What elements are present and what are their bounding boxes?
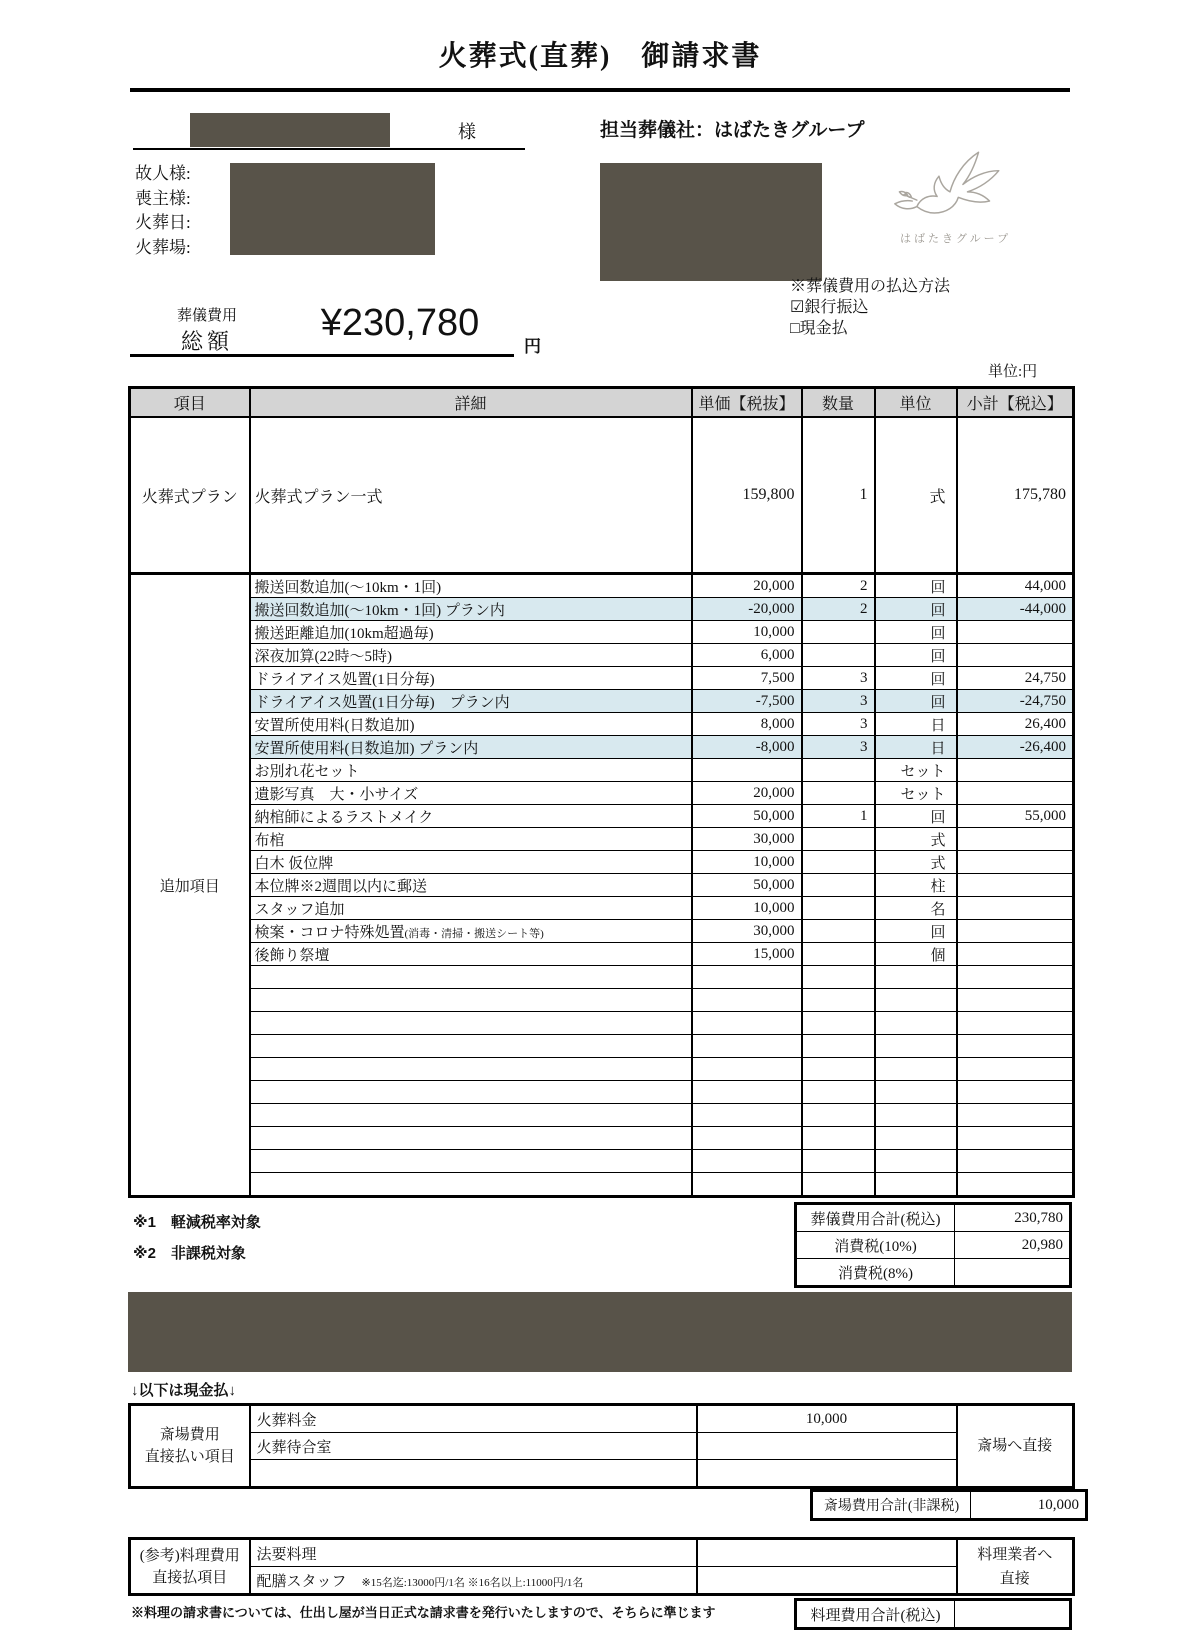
catering-fees-table: [128, 1537, 1075, 1596]
grand-total-label: 葬儀費用 総額: [176, 308, 237, 354]
redacted-client-info: [230, 163, 435, 255]
payment-methods: [790, 276, 950, 339]
label-deceased: 故人様:: [135, 164, 191, 183]
table-row: 安置所使用料(日数追加) プラン内 -8,000 3 日 -26,400: [130, 736, 1074, 759]
table-row: 深夜加算(22時～5時) 6,000 回: [130, 644, 1074, 667]
col-detail: 詳細: [250, 388, 692, 418]
col-category: 項目: [130, 388, 250, 418]
table-row-empty: [130, 1127, 1074, 1150]
catering-row: (参考)料理費用 直接払項目 法要料理 料理業者へ 直接: [130, 1539, 1074, 1567]
client-name-underline: [133, 148, 525, 150]
venue-row: 斎場費用 直接払い項目 火葬料金 10,000 斎場へ直接: [130, 1405, 1074, 1433]
col-unit: 単位: [875, 388, 957, 418]
table-row: お別れ花セット セット: [130, 759, 1074, 782]
addon-category-cell: 追加項目: [130, 574, 250, 1197]
table-row-empty: [130, 1150, 1074, 1173]
items-table-header: [130, 388, 1074, 418]
table-row: 追加項目 搬送回数追加(～10km・1回) 20,000 2 回 44,000: [130, 574, 1074, 598]
funeral-totals-box: [794, 1202, 1072, 1288]
total-row: 斎場費用合計(非課税) 10,000: [812, 1491, 1087, 1520]
unit-note: 単位:円: [988, 364, 1038, 380]
totals-section: [128, 1202, 1072, 1288]
catering-category-cell: (参考)料理費用 直接払項目: [130, 1539, 250, 1595]
total-row: 消費税(10%) 20,980: [796, 1232, 1071, 1259]
col-qty: 数量: [802, 388, 875, 418]
total-row: 消費税(8%): [796, 1259, 1071, 1287]
dove-logo-icon: [882, 144, 1018, 236]
client-honorific: 様: [458, 122, 476, 142]
table-row: 搬送距離追加(10km超過毎) 10,000 回: [130, 621, 1074, 644]
note-reduced-tax: ※1 軽減税率対象: [133, 1214, 261, 1231]
table-row-empty: [130, 1104, 1074, 1127]
catering-footnote: ※料理の請求書については、仕出し屋が当日正式な請求書を発行いたしますので、そちらに準じます: [131, 1605, 716, 1620]
tax-notes: [128, 1202, 261, 1269]
catering-total-box: [794, 1598, 1072, 1630]
table-row-empty: [130, 989, 1074, 1012]
payment-cash-checkbox: □現金払: [790, 320, 848, 337]
venue-direct-pay-cell: 斎場へ直接: [957, 1405, 1074, 1488]
venue-total-box: [810, 1489, 1088, 1521]
table-row-empty: [130, 1012, 1074, 1035]
redacted-vendor-info: [600, 163, 822, 281]
info-labels: [135, 162, 191, 260]
table-row: 後飾り祭壇 15,000 個: [130, 943, 1074, 966]
logo-caption: はばたきグループ: [900, 233, 1012, 245]
note-tax-exempt: ※2 非課税対象: [133, 1245, 246, 1262]
venue-row: [130, 1460, 1074, 1488]
table-row: 搬送回数追加(～10km・1回) プラン内 -20,000 2 回 -44,000: [130, 598, 1074, 621]
label-chief-mourner: 喪主様:: [135, 188, 191, 208]
table-row: スタッフ追加 10,000 名: [130, 897, 1074, 920]
venue-fees-table: [128, 1403, 1075, 1489]
cash-payment-note: ↓以下は現金払↓: [131, 1382, 237, 1399]
grand-total-unit: 円: [524, 337, 541, 356]
label-cremation-date: 火葬日:: [135, 213, 191, 232]
label-crematory: 火葬場:: [135, 237, 191, 257]
catering-footer: [128, 1598, 1072, 1630]
table-row-empty: [130, 1173, 1074, 1197]
table-row: 遺影写真 大・小サイズ 20,000 セット: [130, 782, 1074, 805]
header: [0, 92, 1200, 384]
plan-row: 火葬式プラン 火葬式プラン一式 159,800 1 式 175,780: [130, 417, 1074, 574]
page-title: 火葬式(直葬) 御請求書: [438, 41, 762, 72]
table-row: 検案・コロナ特殊処置(消毒・清掃・搬送シート等) 30,000 回: [130, 920, 1074, 943]
table-row-empty: [130, 1035, 1074, 1058]
venue-category-cell: 斎場費用 直接払い項目: [130, 1405, 250, 1488]
items-table: [128, 386, 1075, 1198]
payment-note: ※葬儀費用の払込方法: [790, 278, 951, 295]
table-row-empty: [130, 1081, 1074, 1104]
grand-total-amount: ¥230,780: [320, 302, 480, 344]
table-row: ドライアイス処置(1日分毎) プラン内 -7,500 3 回 -24,750: [130, 690, 1074, 713]
table-row: 布棺 30,000 式: [130, 828, 1074, 851]
table-row: 安置所使用料(日数追加) 8,000 3 日 26,400: [130, 713, 1074, 736]
table-row-empty: [130, 966, 1074, 989]
grand-total-underline: [130, 354, 514, 357]
venue-row: 火葬待合室: [130, 1433, 1074, 1460]
redacted-client-name: [190, 113, 390, 147]
vendor-label: 担当葬儀社：はばたきグループ: [600, 120, 865, 141]
catering-direct-pay-cell: 料理業者へ 直接: [957, 1539, 1074, 1595]
total-row: 葬儀費用合計(税込) 230,780: [796, 1204, 1071, 1232]
table-row: ドライアイス処置(1日分毎) 7,500 3 回 24,750: [130, 667, 1074, 690]
total-row: 料理費用合計(税込): [796, 1600, 1071, 1629]
col-subtotal: 小計【税込】: [957, 388, 1074, 418]
table-row: 納棺師によるラストメイク 50,000 1 回 55,000: [130, 805, 1074, 828]
col-unit-price: 単価【税抜】: [692, 388, 802, 418]
table-row: 本位牌※2週間以内に郵送 50,000 柱: [130, 874, 1074, 897]
catering-row: 配膳スタッフ ※15名迄:13000円/1名 ※16名以上:11000円/1名: [130, 1567, 1074, 1595]
redacted-payment-details: [128, 1292, 1072, 1372]
table-row: 白木 仮位牌 10,000 式: [130, 851, 1074, 874]
table-row-empty: [130, 1058, 1074, 1081]
payment-bank-checkbox: ☑銀行振込: [790, 299, 869, 316]
